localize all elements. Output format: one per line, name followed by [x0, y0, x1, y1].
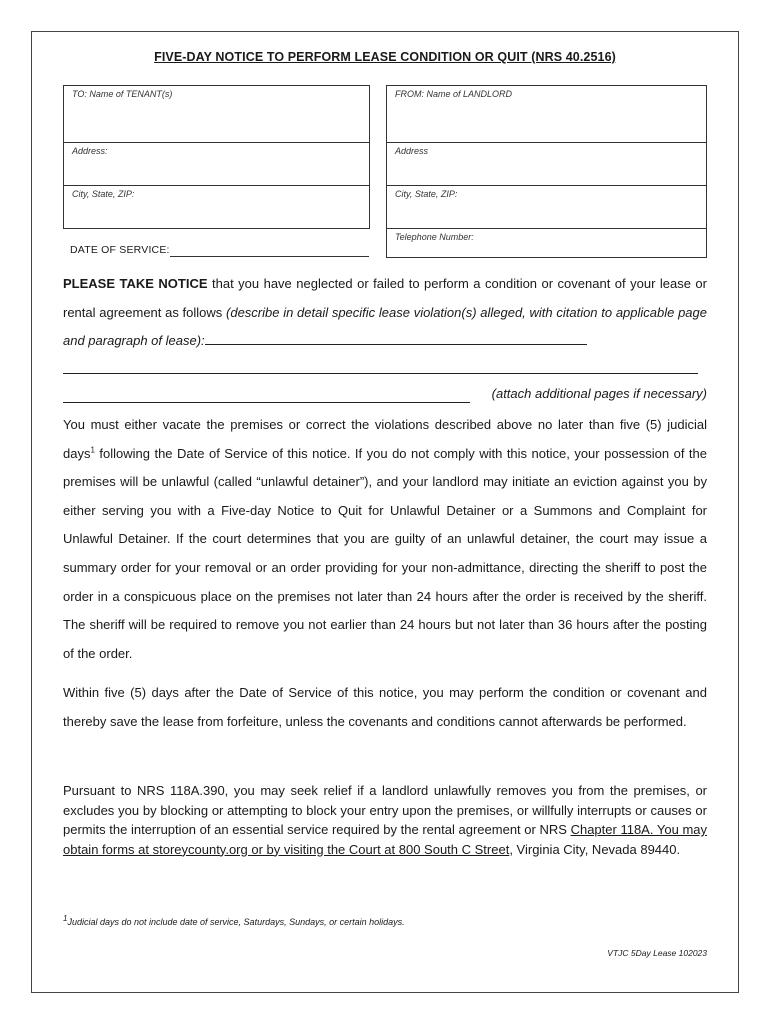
- date-of-service-field[interactable]: [170, 256, 369, 257]
- footnote-text: Judicial days do not include date of service, Saturdays, Sundays, or certain holidays.: [67, 917, 405, 927]
- landlord-city-field[interactable]: [386, 185, 707, 229]
- relief-underlined-text: Chapter 118A. You may obtain forms at storeycounty.org or by visiting the Court at 800 South C Street: [63, 822, 707, 857]
- tenant-city-field[interactable]: [63, 185, 370, 229]
- tenant-city-label: City, State, ZIP:: [72, 189, 135, 199]
- footnote-marker: 1: [63, 914, 68, 923]
- landlord-phone-label: Telephone Number:: [395, 232, 474, 242]
- tenant-address-field[interactable]: [63, 142, 370, 186]
- vacate-paragraph: [63, 411, 707, 668]
- notice-paragraph: [63, 270, 707, 356]
- landlord-name-field[interactable]: [386, 85, 707, 143]
- landlord-address-label: Address: [395, 146, 429, 156]
- relief-text-end: , Virginia City, Nevada 89440.: [509, 841, 681, 857]
- perform-paragraph: Within five (5) days after the Date of Service of this notice, you may perform the condition or covenant and thereby save the lease from forfeiture, unless the covenants and conditions cannot afterwards be performed.: [63, 685, 707, 729]
- tenant-name-label: TO: Name of TENANT(s): [72, 89, 173, 99]
- landlord-name-label: FROM: Name of LANDLORD: [395, 89, 513, 99]
- tenant-name-field[interactable]: [63, 85, 370, 143]
- landlord-address-field[interactable]: [386, 142, 707, 186]
- footnote-ref: 1: [90, 445, 95, 455]
- relief-paragraph: [63, 781, 707, 859]
- document-title: FIVE-DAY NOTICE TO PERFORM LEASE CONDITION OR QUIT (NRS 40.2516): [154, 50, 616, 64]
- relief-text: Pursuant to NRS 118A.390, you may seek relief if a landlord unlawfully removes you from the premises, or excludes you by blocking or attempting to block your entry upon the premises, or willfully interrupts or causes or permits the interruption of an essential service required by the rental agreement or NRS: [63, 783, 707, 837]
- notice-lead-italic: (describe in detail specific lease violation(s) alleged, with citation to applicable page and paragraph of lease):: [63, 304, 707, 349]
- landlord-phone-field[interactable]: [386, 228, 707, 258]
- form-identifier: VTJC 5Day Lease 102023: [607, 948, 707, 958]
- attach-pages-note: (attach additional pages if necessary): [491, 386, 707, 401]
- vacate-text-a: You must either vacate the premises or correct the violations described above no later than five (5) judicial days: [63, 417, 707, 461]
- date-of-service-label: DATE OF SERVICE:: [70, 244, 170, 256]
- footnote: [63, 914, 405, 927]
- violation-blank-1[interactable]: [205, 330, 587, 345]
- vacate-text-b: following the Date of Service of this notice. If you do not comply with this notice, your possession of the premises will be unlawful (called “unlawful detainer”), and your landlord may initiate an eviction against you by either serving you with a Five-day Notice to Quit for Unlawful Detainer or a Summons and Complaint for Unlawful Detainer. If the court determines that you are guilty of an unlawful detainer, the court may issue a summary order for your removal or an order providing for your non-admittance, directing the sheriff to post the order in a conspicuous place on the premises not later than 24 hours after the order is received by the sheriff. The sheriff will be required to remove you not earlier than 24 hours but not later than 36 hours after the posting of the order.: [63, 445, 707, 661]
- violation-blank-2[interactable]: [63, 373, 698, 374]
- notice-lead-text: that you have neglected or failed to perform a condition or covenant of your lease or rental agreement as follows: [63, 276, 707, 320]
- landlord-city-label: City, State, ZIP:: [395, 189, 458, 199]
- notice-lead-bold: PLEASE TAKE NOTICE: [63, 276, 208, 291]
- violation-blank-3[interactable]: [63, 402, 470, 403]
- tenant-address-label: Address:: [72, 146, 108, 156]
